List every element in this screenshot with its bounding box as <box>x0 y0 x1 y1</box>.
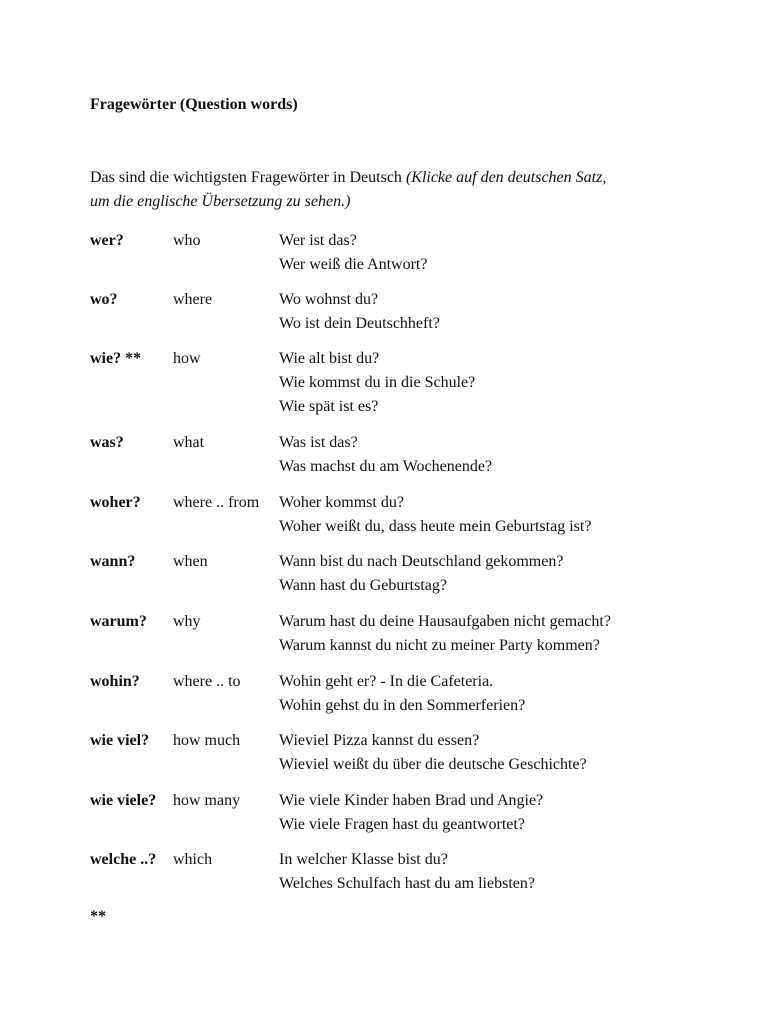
example-sentence[interactable]: Wohin gehst du in den Sommerferien? <box>279 697 526 714</box>
example-sentences <box>279 670 525 718</box>
example-sentences <box>279 229 427 277</box>
example-sentence[interactable]: Wieviel weißt du über die deutsche Geschichte? <box>279 756 587 773</box>
english-meaning: who <box>173 232 201 249</box>
question-word: wann? <box>90 553 136 570</box>
english-meaning: how much <box>173 732 241 749</box>
example-sentence[interactable]: Warum kannst du nicht zu meiner Party kommen? <box>279 637 600 654</box>
example-sentences <box>279 347 475 419</box>
example-sentence[interactable]: Wer weiß die Antwort? <box>279 256 428 273</box>
english-meaning: when <box>173 553 208 570</box>
example-sentence[interactable]: Wie kommst du in die Schule? <box>279 374 476 391</box>
english-meaning: where .. from <box>173 494 260 511</box>
example-sentence[interactable]: Warum hast du deine Hausaufgaben nicht gemacht? <box>279 613 611 630</box>
example-sentence[interactable]: Wo ist dein Deutschheft? <box>279 315 440 332</box>
intro-text: Das sind die wichtigsten Fragewörter in Deutsch <box>90 169 406 186</box>
example-sentence[interactable]: Wann bist du nach Deutschland gekommen? <box>279 553 564 570</box>
intro-note-line-1: (Klicke auf den deutschen Satz, <box>405 169 607 186</box>
english-meaning: why <box>173 613 201 630</box>
footnote-marker: ** <box>90 908 106 925</box>
example-sentence[interactable]: Wie viele Kinder haben Brad und Angie? <box>279 792 544 809</box>
example-sentence[interactable]: Wohin geht er? - In die Cafeteria. <box>279 673 494 690</box>
question-word: was? <box>90 434 124 451</box>
example-sentence[interactable]: Woher kommst du? <box>279 494 404 511</box>
question-word: wie? ** <box>90 350 142 367</box>
question-word: welche ..? <box>90 851 157 868</box>
example-sentence[interactable]: Welches Schulfach hast du am liebsten? <box>279 875 535 892</box>
example-sentence[interactable]: Wie spät ist es? <box>279 398 379 415</box>
example-sentence[interactable]: In welcher Klasse bist du? <box>279 851 448 868</box>
example-sentence[interactable]: Woher weißt du, dass heute mein Geburtstag ist? <box>279 518 592 535</box>
question-word: wo? <box>90 291 118 308</box>
english-meaning: how many <box>173 792 241 809</box>
question-word: wie viel? <box>90 732 150 749</box>
question-word: warum? <box>90 613 147 630</box>
english-meaning: what <box>173 434 205 451</box>
english-meaning: where <box>173 291 213 308</box>
example-sentence[interactable]: Wo wohnst du? <box>279 291 379 308</box>
example-sentence[interactable]: Wie viele Fragen hast du geantwortet? <box>279 816 525 833</box>
example-sentences <box>279 789 543 837</box>
question-word: wer? <box>90 232 124 249</box>
intro-paragraph <box>90 166 690 214</box>
intro-note-line-2: um die englische Übersetzung zu sehen.) <box>90 193 351 210</box>
question-word: woher? <box>90 494 141 511</box>
example-sentence[interactable]: Was ist das? <box>279 434 358 451</box>
example-sentences <box>279 610 611 658</box>
page-title: Fragewörter (Question words) <box>90 96 298 113</box>
example-sentence[interactable]: Wann hast du Geburtstag? <box>279 577 447 594</box>
example-sentences <box>279 550 563 598</box>
example-sentences <box>279 431 492 479</box>
example-sentence[interactable]: Wieviel Pizza kannst du essen? <box>279 732 480 749</box>
question-word: wie viele? <box>90 792 157 809</box>
example-sentence[interactable]: Was machst du am Wochenende? <box>279 458 493 475</box>
english-meaning: which <box>173 851 213 868</box>
english-meaning: how <box>173 350 201 367</box>
question-word: wohin? <box>90 673 140 690</box>
example-sentences <box>279 848 535 896</box>
english-meaning: where .. to <box>173 673 241 690</box>
example-sentence[interactable]: Wie alt bist du? <box>279 350 380 367</box>
example-sentences <box>279 729 587 777</box>
example-sentences <box>279 288 440 336</box>
example-sentences <box>279 491 591 539</box>
example-sentence[interactable]: Wer ist das? <box>279 232 357 249</box>
